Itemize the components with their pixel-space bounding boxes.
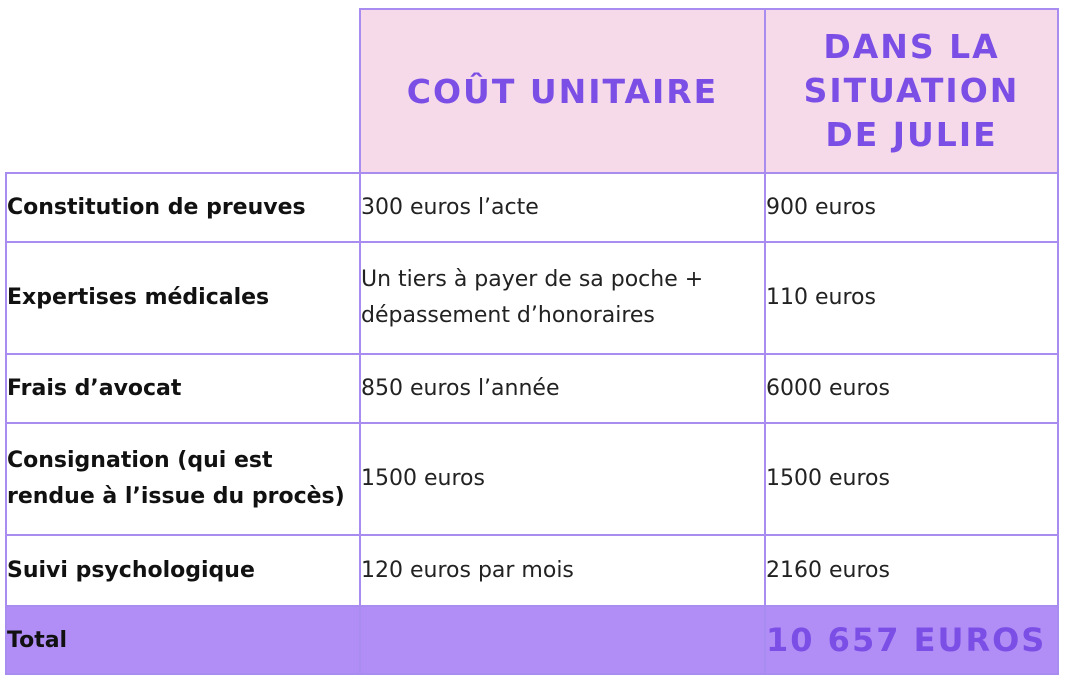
table-row <box>6 173 1058 242</box>
row-julie-cost: 1500 euros <box>765 423 1058 535</box>
header-julie-line: DE JULIE <box>825 115 998 154</box>
total-label: Total <box>6 606 360 674</box>
row-julie-cost: 6000 euros <box>765 354 1058 423</box>
row-label <box>6 354 360 423</box>
table-row <box>6 242 1058 354</box>
table-row <box>6 423 1058 535</box>
row-label-line: Constitution de preuves <box>7 194 306 220</box>
table-row <box>6 535 1058 606</box>
header-row <box>6 9 1058 173</box>
row-unit-cost <box>360 173 765 242</box>
header-unit-cost-text: COÛT UNITAIRE <box>406 72 719 111</box>
cost-table <box>5 8 1059 675</box>
header-julie-situation <box>765 9 1058 173</box>
total-value: 10 657 EUROS <box>765 606 1058 674</box>
row-unit-line: 300 euros l’acte <box>361 194 539 220</box>
row-label-line: Frais d’avocat <box>7 375 182 401</box>
row-unit-cost <box>360 242 765 354</box>
row-julie-cost: 110 euros <box>765 242 1058 354</box>
row-label-line: Suivi psychologique <box>7 557 255 583</box>
header-julie-line: SITUATION <box>803 71 1020 110</box>
empty-corner-cell <box>6 9 360 173</box>
row-unit-line: dépassement d’honoraires <box>361 303 655 328</box>
row-label-line: Consignation (qui est <box>7 448 273 473</box>
row-unit-line: 1500 euros <box>361 466 485 491</box>
header-unit-cost <box>360 9 765 173</box>
row-unit-line: 120 euros par mois <box>361 557 574 583</box>
row-label <box>6 173 360 242</box>
row-unit-line: 850 euros l’année <box>361 375 560 401</box>
row-label <box>6 535 360 606</box>
total-unit-empty <box>360 606 765 674</box>
row-label-line: rendue à l’issue du procès) <box>7 484 345 509</box>
row-julie-cost: 2160 euros <box>765 535 1058 606</box>
row-unit-cost <box>360 423 765 535</box>
header-julie-line: DANS LA <box>823 27 1000 66</box>
total-row <box>6 606 1058 674</box>
row-unit-cost <box>360 535 765 606</box>
row-label <box>6 242 360 354</box>
row-unit-cost <box>360 354 765 423</box>
row-label <box>6 423 360 535</box>
row-unit-line: Un tiers à payer de sa poche + <box>361 267 704 292</box>
row-julie-cost: 900 euros <box>765 173 1058 242</box>
row-label-line: Expertises médicales <box>7 285 270 310</box>
table-row <box>6 354 1058 423</box>
